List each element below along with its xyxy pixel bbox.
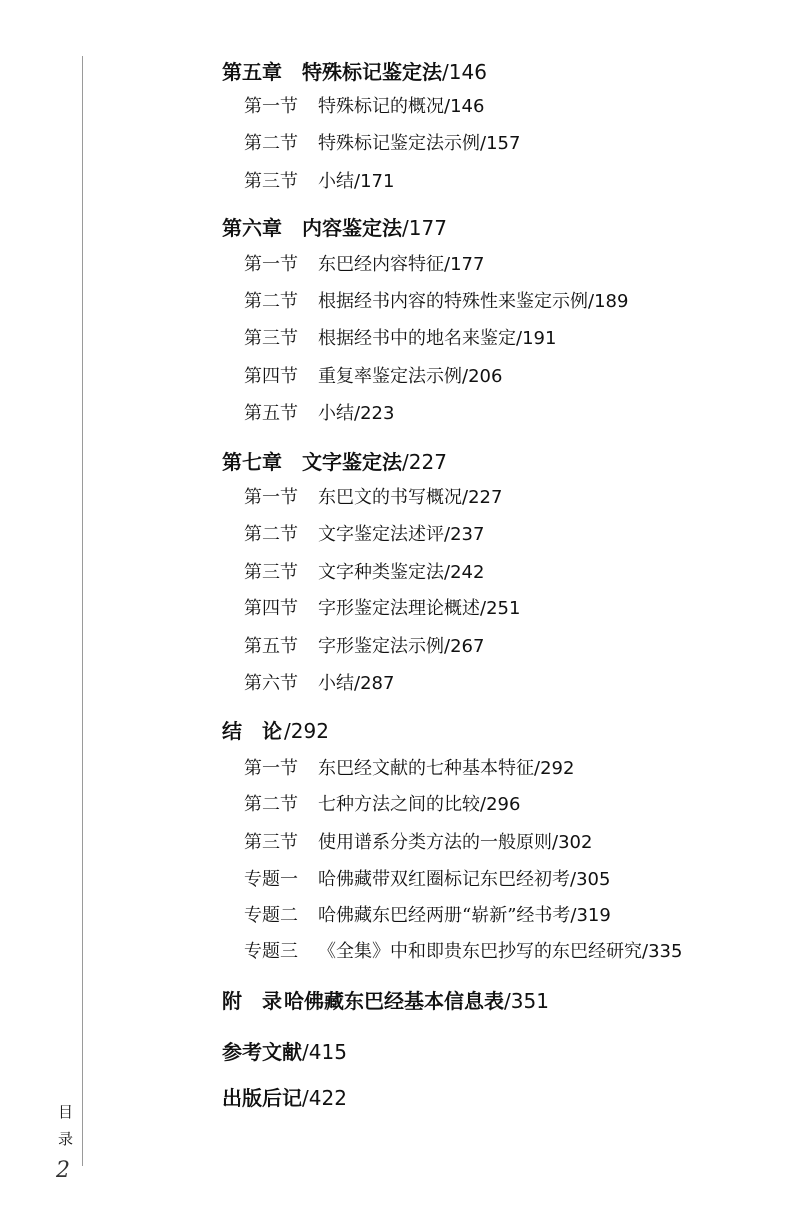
toc-chapter-5: [222, 62, 487, 82]
section-label: 第四节: [244, 366, 298, 387]
section-title: 字形鉴定法理论概述: [318, 598, 480, 619]
page-number: /287: [354, 673, 395, 694]
chapter-label: 第六章: [222, 216, 282, 240]
toc-section: [244, 834, 592, 852]
page-folio: 2: [56, 1158, 70, 1183]
section-label: 专题一: [244, 869, 298, 890]
section-title: 七种方法之间的比较: [318, 794, 480, 815]
toc-section: [244, 98, 484, 116]
section-title: 小结: [318, 171, 354, 192]
section-title: 小结: [318, 403, 354, 424]
toc-topic: [244, 907, 611, 925]
toc-section: [244, 293, 628, 311]
page-number: /227: [402, 450, 447, 474]
page-number: /292: [534, 758, 575, 779]
page-number: /422: [302, 1086, 347, 1110]
section-title: 东巴经内容特征: [318, 254, 444, 275]
section-label: 专题三: [244, 941, 298, 962]
toc-section: [244, 489, 502, 507]
chapter-label: 结 论: [222, 719, 282, 743]
toc-section: [244, 796, 520, 814]
section-label: 第五节: [244, 403, 298, 424]
toc-section: [244, 405, 394, 423]
section-label: 第一节: [244, 96, 298, 117]
toc-section: [244, 526, 484, 544]
toc-section: [244, 675, 394, 693]
section-title: 《全集》中和即贵东巴抄写的东巴经研究: [318, 941, 642, 962]
toc-section: [244, 368, 502, 386]
chapter-title: 文字鉴定法: [302, 450, 402, 474]
section-label: 第一节: [244, 487, 298, 508]
page-number: /305: [570, 869, 611, 890]
page-number: /251: [480, 598, 521, 619]
page-number: /189: [588, 291, 629, 312]
section-title: 使用谱系分类方法的一般原则: [318, 832, 552, 853]
page-number: /319: [570, 905, 611, 926]
section-title: 哈佛藏东巴经两册“崭新”经书考: [318, 905, 571, 926]
section-title: 哈佛藏带双红圈标记东巴经初考: [318, 869, 570, 890]
page-number: /146: [444, 96, 485, 117]
toc-references: [222, 1042, 347, 1062]
section-title: 根据经书中的地名来鉴定: [318, 328, 516, 349]
running-head-char-1: 目: [58, 1103, 74, 1121]
section-title: 特殊标记鉴定法示例: [318, 133, 480, 154]
section-label: 第三节: [244, 832, 298, 853]
section-title: 文字种类鉴定法: [318, 562, 444, 583]
section-title: 小结: [318, 673, 354, 694]
page-number: /177: [444, 254, 485, 275]
toc-chapter-7: [222, 452, 447, 472]
page-number: /351: [504, 989, 549, 1013]
chapter-title: 哈佛藏东巴经基本信息表: [284, 989, 504, 1013]
toc-section: [244, 330, 556, 348]
page-number: /335: [642, 941, 683, 962]
page-number: /242: [444, 562, 485, 583]
section-label: 第二节: [244, 524, 298, 545]
section-label: 第四节: [244, 598, 298, 619]
toc-section: [244, 256, 484, 274]
chapter-label: 第五章: [222, 60, 282, 84]
page-number: /177: [402, 216, 447, 240]
toc-appendix: [222, 991, 549, 1011]
chapter-title: 出版后记: [222, 1086, 302, 1110]
page-number: /206: [462, 366, 503, 387]
page-number: /267: [444, 636, 485, 657]
section-title: 根据经书内容的特殊性来鉴定示例: [318, 291, 588, 312]
toc-chapter-6: [222, 218, 447, 238]
toc-topic: [244, 943, 682, 961]
section-label: 第五节: [244, 636, 298, 657]
section-label: 专题二: [244, 905, 298, 926]
page-number: /157: [480, 133, 521, 154]
chapter-title: 特殊标记鉴定法: [302, 60, 442, 84]
page-number: /227: [462, 487, 503, 508]
section-label: 第三节: [244, 562, 298, 583]
toc-section: [244, 638, 484, 656]
section-label: 第六节: [244, 673, 298, 694]
section-label: 第二节: [244, 291, 298, 312]
toc-topic: [244, 871, 610, 889]
section-label: 第二节: [244, 794, 298, 815]
section-label: 第一节: [244, 758, 298, 779]
section-label: 第二节: [244, 133, 298, 154]
page-number: /296: [480, 794, 521, 815]
section-title: 特殊标记的概况: [318, 96, 444, 117]
running-head-char-2: 录: [58, 1130, 74, 1148]
toc-section: [244, 173, 394, 191]
toc-afterword: [222, 1088, 347, 1108]
page-number: /415: [302, 1040, 347, 1064]
section-label: 第三节: [244, 171, 298, 192]
toc-conclusion: [222, 721, 329, 741]
page-number: /171: [354, 171, 395, 192]
section-title: 东巴文的书写概况: [318, 487, 462, 508]
chapter-label: 附 录: [222, 989, 282, 1013]
section-label: 第三节: [244, 328, 298, 349]
section-title: 东巴经文献的七种基本特征: [318, 758, 534, 779]
section-title: 文字鉴定法述评: [318, 524, 444, 545]
section-label: 第一节: [244, 254, 298, 275]
section-title: 字形鉴定法示例: [318, 636, 444, 657]
page-number: /292: [284, 719, 329, 743]
chapter-title: 参考文献: [222, 1040, 302, 1064]
toc-section: [244, 760, 574, 778]
toc-section: [244, 600, 520, 618]
section-title: 重复率鉴定法示例: [318, 366, 462, 387]
page-number: /223: [354, 403, 395, 424]
toc-section: [244, 135, 520, 153]
page-number: /146: [442, 60, 487, 84]
chapter-title: 内容鉴定法: [302, 216, 402, 240]
page-number: /191: [516, 328, 557, 349]
toc-section: [244, 564, 484, 582]
chapter-label: 第七章: [222, 450, 282, 474]
page-number: /302: [552, 832, 593, 853]
page-number: /237: [444, 524, 485, 545]
